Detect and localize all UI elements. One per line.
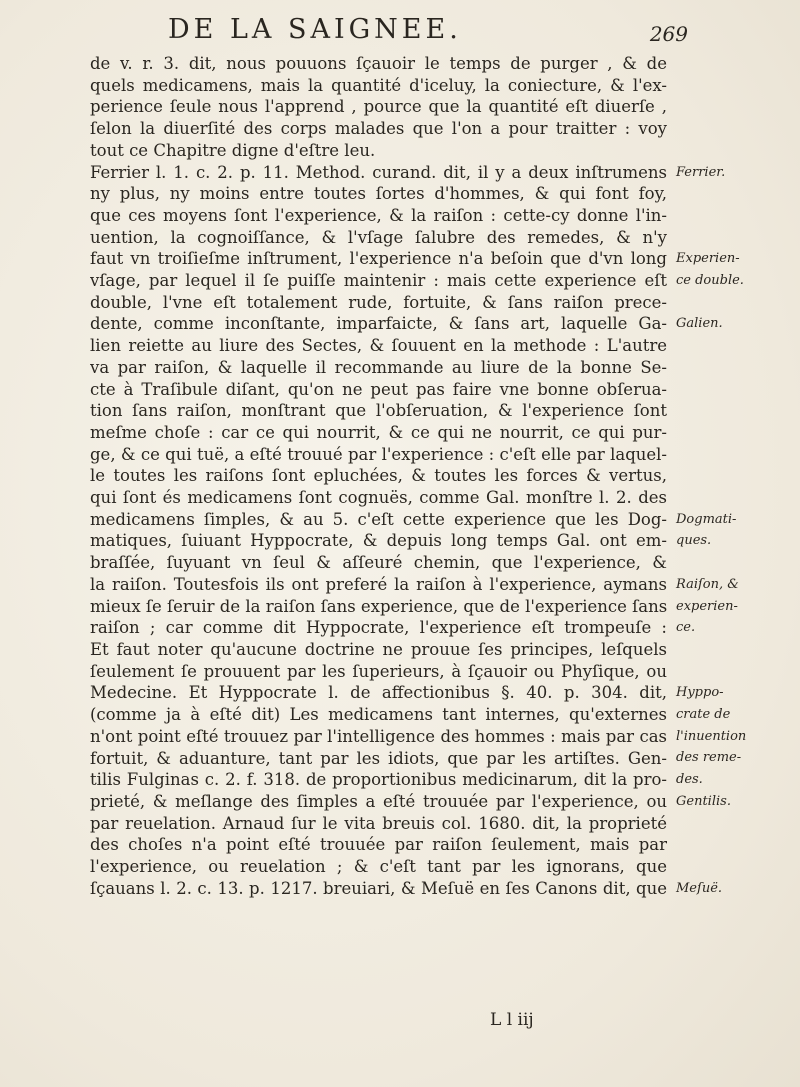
text-line: quels medicamens, mais la quantité d'iceluy, la coniecture, & l'ex- xyxy=(90,75,667,95)
text-line: des choſes n'a point eſté trouuée par raiſon ſeulement, mais par xyxy=(90,835,667,855)
text-line: uention, la cognoiſſance, & l'vſage ſalubre des remedes, & n'y xyxy=(90,227,667,247)
text-line: Medecine. Et Hyppocrate l. de affectionibus §. 40. p. 304. dit, xyxy=(90,683,667,703)
page-number: 269 xyxy=(649,22,688,46)
page-header xyxy=(168,14,688,54)
main-text xyxy=(90,53,667,899)
text-line: braſſée, ſuyuant vn ſeul & aſſeuré chemin, que l'experience, & xyxy=(90,553,667,573)
text-line: de v. r. 3. dit, nous pouuons ſçauoir le temps de purger , & de xyxy=(90,54,667,73)
text-line: cte à Traſibule diſant, qu'on ne peut pas faire vne bonne obſerua- xyxy=(90,379,667,399)
text-line: va par raiſon, & laquelle il recommande au liure de la bonne Se- xyxy=(90,357,667,377)
text-line: dente, comme inconſtante, imparfaicte, & ſans art, laquelle Ga- xyxy=(90,314,667,334)
text-line: lien reiette au liure des Sectes, & ſouuent en la methode : L'autre xyxy=(90,336,667,356)
margin-note: Meſuë. xyxy=(676,880,723,896)
text-line: qui ſont és medicamens ſont cognuës, comme Gal. monſtre l. 2. des xyxy=(90,488,667,508)
margin-note: ce. xyxy=(676,620,696,636)
margin-note: Hyppo- xyxy=(676,685,724,701)
text-line: prieté, & meſlange des ſimples a eſté trouuée par l'experience, ou xyxy=(90,791,667,811)
margin-note: experien- xyxy=(676,598,738,614)
text-line: perience ſeule nous l'apprend , pource que la quantité eſt diuerſe , xyxy=(90,97,667,117)
text-line: fortuit, & aduanture, tant par les idiots, que par les artiſtes. Gen- xyxy=(90,748,667,768)
margin-note: l'inuention xyxy=(676,728,747,744)
text-line: faut vn troiſieſme inſtrument, l'experience n'a beſoin que d'vn long xyxy=(90,249,667,269)
signature-mark: L l iij xyxy=(490,1010,534,1030)
text-line: medicamens ſimples, & au 5. c'eſt cette experience que les Dog- xyxy=(90,509,667,529)
text-line: raiſon ; car comme dit Hyppocrate, l'experience eſt trompeuſe : xyxy=(90,618,667,638)
margin-note: ce double. xyxy=(676,273,744,288)
text-line: matiques, ſuiuant Hyppocrate, & depuis long temps Gal. ont em- xyxy=(90,531,667,551)
text-line: vſage, par lequel il ſe puiſſe maintenir : mais cette experience eſt xyxy=(90,271,667,291)
text-line: ny plus, ny moins entre toutes ſortes d'hommes, & qui font foy, xyxy=(90,184,667,204)
text-line: ſçauans l. 2. c. 13. p. 1217. breuiari, & Meſuë en ſes Canons dit, que xyxy=(90,878,667,898)
margin-note: Dogmati- xyxy=(676,511,737,527)
text-line: ge, & ce qui tuë, a eſté trouué par l'experience : c'eſt elle par laquel- xyxy=(90,444,667,464)
margin-note: Ferrier. xyxy=(676,164,726,180)
text-line: ſelon la diuerſité des corps malades que l'on a pour traitter : voy xyxy=(90,119,667,139)
margin-note: crate de xyxy=(676,707,731,722)
text-line: (comme ja à eſté dit) Les medicamens tant internes, qu'externes xyxy=(90,705,667,725)
text-line: ſeulement ſe prouuent par les ſuperieurs, à ſçauoir ou Phyſique, ou xyxy=(90,661,667,681)
text-line: Ferrier l. 1. c. 2. p. 11. Method. curand. dit, il y a deux inſtrumens xyxy=(90,162,667,182)
margin-note: Gentilis. xyxy=(676,793,731,809)
text-line: mieux ſe ſeruir de la raiſon ſans experience, que de l'experience ſans xyxy=(90,596,667,616)
margin-note: Galien. xyxy=(676,316,723,332)
text-line: le toutes les raiſons ſont epluchées, & toutes les forces & vertus, xyxy=(90,466,667,486)
text-line: que ces moyens ſont l'experience, & la raiſon : cette-cy donne l'in- xyxy=(90,205,667,225)
margin-note: Raiſon, & xyxy=(676,576,739,592)
margin-note: des. xyxy=(676,772,703,788)
text-line: par reuelation. Arnaud ſur le vita breuis col. 1680. dit, la proprieté xyxy=(90,813,667,833)
text-line: l'experience, ou reuelation ; & c'eſt tant par les ignorans, que xyxy=(90,857,667,877)
text-line: la raiſon. Toutesfois ils ont preferé la raiſon à l'experience, aymans xyxy=(90,574,667,594)
text-line: tout ce Chapitre digne d'eſtre leu. xyxy=(90,140,376,160)
margin-note: des reme- xyxy=(676,750,742,766)
text-line: meſme choſe : car ce qui nourrit, & ce qui ne nourrit, ce qui pur- xyxy=(90,422,667,442)
text-line: Et faut noter qu'aucune doctrine ne prouue ſes principes, leſquels xyxy=(90,639,667,659)
margin-note: Experien- xyxy=(676,251,740,267)
margin-note: ques. xyxy=(676,533,712,549)
text-line: tilis Fulginas c. 2. f. 318. de proportionibus medicinarum, dit la pro- xyxy=(90,770,667,790)
text-line: double, l'vne eſt totalement rude, fortuite, & ſans raiſon prece- xyxy=(90,292,667,312)
running-head: DE LA SAIGNEE. xyxy=(168,14,462,45)
text-line: tion ſans raiſon, monſtrant que l'obſeruation, & l'experience ſont xyxy=(90,401,667,421)
text-line: n'ont point eſté trouuez par l'intelligence des hommes : mais par cas xyxy=(90,726,667,746)
